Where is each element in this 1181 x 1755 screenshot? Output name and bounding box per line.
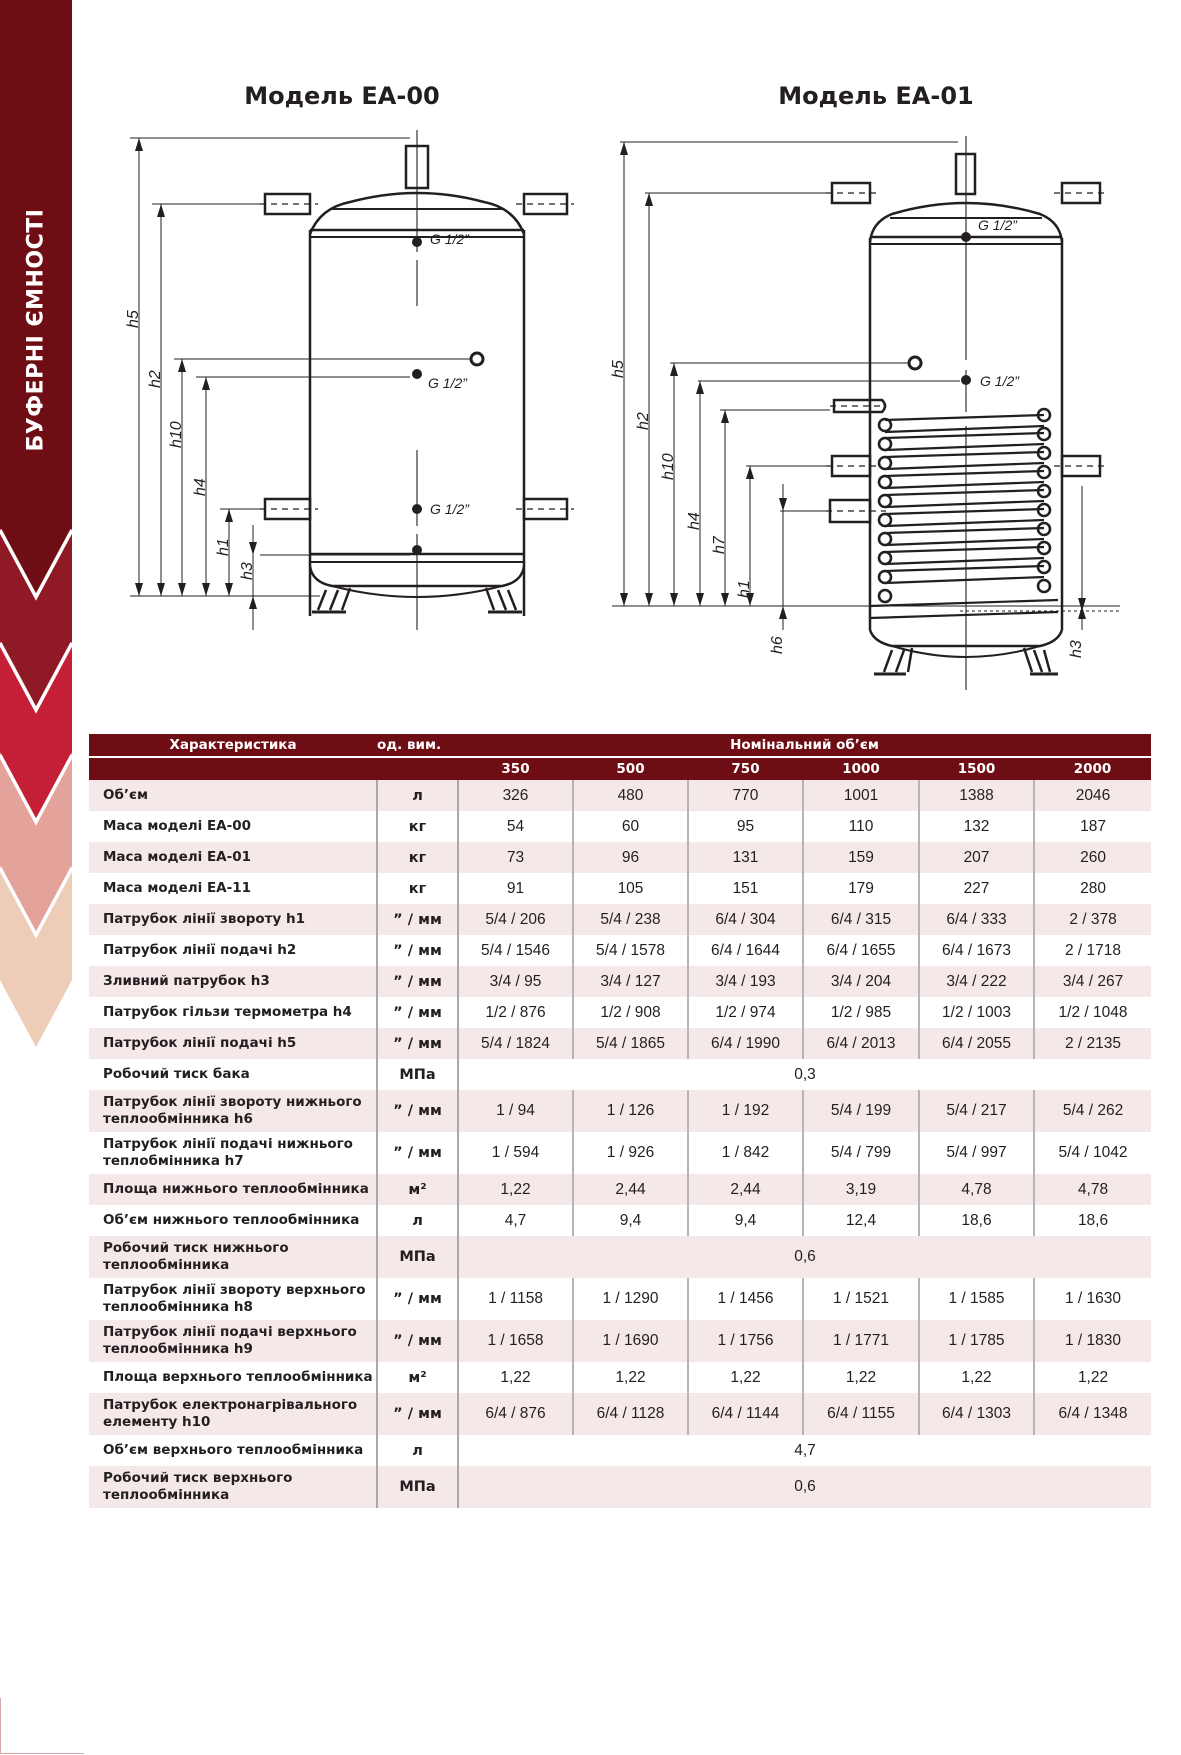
row-value: 3/4 / 193 xyxy=(688,966,803,997)
heater-port xyxy=(471,353,483,365)
drain-fitting-dot xyxy=(412,545,422,555)
row-value: 1 / 1658 xyxy=(458,1320,573,1362)
fitting-dot xyxy=(412,369,422,379)
row-value: 280 xyxy=(1034,873,1151,904)
row-value: 2 / 378 xyxy=(1034,904,1151,935)
row-value: 3/4 / 127 xyxy=(573,966,688,997)
row-value: 6/4 / 2055 xyxy=(919,1028,1034,1059)
row-unit: л xyxy=(377,780,458,811)
row-value: 6/4 / 1128 xyxy=(573,1393,688,1435)
row-unit: кг xyxy=(377,873,458,904)
row-value: 54 xyxy=(458,811,573,842)
fitting-label: G 1/2” xyxy=(980,373,1019,389)
row-value-all-volumes: 4,7 xyxy=(458,1435,1151,1466)
row-value: 12,4 xyxy=(803,1205,919,1236)
row-value: 3/4 / 222 xyxy=(919,966,1034,997)
table-row xyxy=(89,1362,1151,1393)
row-value: 1,22 xyxy=(573,1362,688,1393)
row-value: 6/4 / 1144 xyxy=(688,1393,803,1435)
dimension-label-h6: h6 xyxy=(769,636,786,654)
row-value: 1 / 126 xyxy=(573,1090,688,1132)
specifications-table xyxy=(89,734,1151,1508)
dimension-label-h4: h4 xyxy=(686,512,703,530)
row-value-all-volumes: 0,6 xyxy=(458,1236,1151,1278)
row-value: 770 xyxy=(688,780,803,811)
row-characteristic: Зливний патрубок h3 xyxy=(89,966,377,997)
row-value: 6/4 / 876 xyxy=(458,1393,573,1435)
row-characteristic: Об’єм нижнього теплообмінника xyxy=(89,1205,377,1236)
section-chevron-band xyxy=(0,0,72,1060)
row-value: 179 xyxy=(803,873,919,904)
row-value: 5/4 / 1546 xyxy=(458,935,573,966)
table-row xyxy=(89,811,1151,842)
row-value: 1 / 1521 xyxy=(803,1278,919,1320)
row-characteristic: Патрубок лінії звороту нижнього теплообмінника h6 xyxy=(89,1090,377,1132)
header-volume: 2000 xyxy=(1034,757,1151,780)
table-row xyxy=(89,1205,1151,1236)
row-value: 1 / 842 xyxy=(688,1132,803,1174)
header-volume: 1000 xyxy=(803,757,919,780)
dimension-label-h2: h2 xyxy=(635,412,652,430)
row-value: 6/4 / 315 xyxy=(803,904,919,935)
row-characteristic: Маса моделі ЕА-01 xyxy=(89,842,377,873)
table-row xyxy=(89,1466,1151,1508)
row-characteristic: Патрубок лінії звороту h1 xyxy=(89,904,377,935)
table-row xyxy=(89,1059,1151,1090)
row-value: 6/4 / 1655 xyxy=(803,935,919,966)
table-row xyxy=(89,1174,1151,1205)
row-value: 131 xyxy=(688,842,803,873)
row-value: 1 / 94 xyxy=(458,1090,573,1132)
row-value: 2,44 xyxy=(688,1174,803,1205)
table-row xyxy=(89,1278,1151,1320)
dimension-label-h1: h1 xyxy=(736,580,753,598)
dimension-label-h7: h7 xyxy=(711,536,728,554)
dimension-label-h5: h5 xyxy=(125,310,142,328)
row-value: 6/4 / 1155 xyxy=(803,1393,919,1435)
fitting-dot xyxy=(412,504,422,514)
row-value: 3/4 / 204 xyxy=(803,966,919,997)
row-unit: ” / мм xyxy=(377,997,458,1028)
row-value: 5/4 / 199 xyxy=(803,1090,919,1132)
row-value: 1,22 xyxy=(919,1362,1034,1393)
row-value: 326 xyxy=(458,780,573,811)
row-value: 1/2 / 1048 xyxy=(1034,997,1151,1028)
row-value: 1 / 192 xyxy=(688,1090,803,1132)
model-ea00-diagram xyxy=(120,130,600,690)
row-value: 1,22 xyxy=(458,1362,573,1393)
row-value: 18,6 xyxy=(1034,1205,1151,1236)
row-characteristic: Робочий тиск верхнього теплообмінника xyxy=(89,1466,377,1508)
row-unit: ” / мм xyxy=(377,1278,458,1320)
row-value: 5/4 / 997 xyxy=(919,1132,1034,1174)
row-value: 6/4 / 1303 xyxy=(919,1393,1034,1435)
row-value: 187 xyxy=(1034,811,1151,842)
table-row xyxy=(89,1393,1151,1435)
row-value: 3/4 / 95 xyxy=(458,966,573,997)
row-characteristic: Об’єм xyxy=(89,780,377,811)
row-unit: ” / мм xyxy=(377,935,458,966)
row-characteristic: Патрубок лінії подачі верхнього теплообмінника h9 xyxy=(89,1320,377,1362)
table-row xyxy=(89,966,1151,997)
row-value: 1,22 xyxy=(1034,1362,1151,1393)
header-volume: 500 xyxy=(573,757,688,780)
fitting-label: G 1/2” xyxy=(428,375,467,391)
row-value: 1/2 / 876 xyxy=(458,997,573,1028)
row-value: 105 xyxy=(573,873,688,904)
row-value: 1/2 / 974 xyxy=(688,997,803,1028)
row-value: 4,78 xyxy=(919,1174,1034,1205)
row-value: 6/4 / 1673 xyxy=(919,935,1034,966)
table-volume-header-row xyxy=(89,757,1151,780)
row-value: 73 xyxy=(458,842,573,873)
row-value: 1,22 xyxy=(803,1362,919,1393)
row-characteristic: Площа нижнього теплообмінника xyxy=(89,1174,377,1205)
table-header-row xyxy=(89,734,1151,757)
row-value: 95 xyxy=(688,811,803,842)
table-row xyxy=(89,1236,1151,1278)
header-volume: 1500 xyxy=(919,757,1034,780)
row-value: 6/4 / 1348 xyxy=(1034,1393,1151,1435)
row-value: 1 / 1785 xyxy=(919,1320,1034,1362)
row-value: 6/4 / 333 xyxy=(919,904,1034,935)
row-value: 1 / 1630 xyxy=(1034,1278,1151,1320)
table-row xyxy=(89,842,1151,873)
row-value: 207 xyxy=(919,842,1034,873)
row-value: 159 xyxy=(803,842,919,873)
row-value: 60 xyxy=(573,811,688,842)
table-row xyxy=(89,873,1151,904)
dimension-label-h3: h3 xyxy=(239,562,256,580)
row-value: 4,7 xyxy=(458,1205,573,1236)
row-characteristic: Площа верхнього теплообмінника xyxy=(89,1362,377,1393)
fitting-label: G 1/2” xyxy=(978,217,1017,233)
row-value: 4,78 xyxy=(1034,1174,1151,1205)
header-characteristic: Характеристика xyxy=(89,734,377,757)
row-value: 3,19 xyxy=(803,1174,919,1205)
row-value: 1,22 xyxy=(688,1362,803,1393)
row-value: 5/4 / 238 xyxy=(573,904,688,935)
row-value-all-volumes: 0,6 xyxy=(458,1466,1151,1508)
row-value: 1 / 1158 xyxy=(458,1278,573,1320)
row-value: 1 / 1585 xyxy=(919,1278,1034,1320)
dimension-label-h5: h5 xyxy=(610,360,627,378)
row-value: 1388 xyxy=(919,780,1034,811)
row-value: 1 / 1756 xyxy=(688,1320,803,1362)
row-value: 5/4 / 262 xyxy=(1034,1090,1151,1132)
row-value: 480 xyxy=(573,780,688,811)
table-row xyxy=(89,1028,1151,1059)
dimension-label-h10: h10 xyxy=(660,453,677,480)
row-characteristic: Патрубок лінії подачі нижнього теплобмінника h7 xyxy=(89,1132,377,1174)
row-unit: МПа xyxy=(377,1059,458,1090)
row-value: 6/4 / 1990 xyxy=(688,1028,803,1059)
dimension-label-h1: h1 xyxy=(215,538,232,556)
row-unit: ” / мм xyxy=(377,966,458,997)
row-unit: л xyxy=(377,1205,458,1236)
row-value: 1001 xyxy=(803,780,919,811)
row-unit: л xyxy=(377,1435,458,1466)
row-unit: ” / мм xyxy=(377,1320,458,1362)
model-ea00-title: Модель ЕА-00 xyxy=(244,82,440,110)
row-value: 6/4 / 1644 xyxy=(688,935,803,966)
fitting-dot xyxy=(961,232,971,242)
row-value: 1,22 xyxy=(458,1174,573,1205)
row-value: 132 xyxy=(919,811,1034,842)
table-row xyxy=(89,1320,1151,1362)
row-value: 9,4 xyxy=(688,1205,803,1236)
section-title: БУФЕРНІ ЄМНОСТІ xyxy=(23,208,49,452)
row-characteristic: Маса моделі ЕА-00 xyxy=(89,811,377,842)
row-value: 227 xyxy=(919,873,1034,904)
row-value: 6/4 / 2013 xyxy=(803,1028,919,1059)
row-characteristic: Маса моделі ЕА-11 xyxy=(89,873,377,904)
row-unit: МПа xyxy=(377,1466,458,1508)
row-value: 1 / 1290 xyxy=(573,1278,688,1320)
row-value: 6/4 / 304 xyxy=(688,904,803,935)
table-row xyxy=(89,997,1151,1028)
heater-port xyxy=(909,357,921,369)
row-characteristic: Патрубок лінії подачі h5 xyxy=(89,1028,377,1059)
row-characteristic: Патрубок гільзи термометра h4 xyxy=(89,997,377,1028)
dimension-label-h4: h4 xyxy=(192,478,209,496)
row-value: 151 xyxy=(688,873,803,904)
table-row xyxy=(89,1435,1151,1466)
row-value: 1 / 1456 xyxy=(688,1278,803,1320)
fitting-label: G 1/2” xyxy=(430,501,469,517)
row-value: 5/4 / 217 xyxy=(919,1090,1034,1132)
heat-exchanger-coil xyxy=(870,415,1058,618)
row-value: 5/4 / 206 xyxy=(458,904,573,935)
table-body xyxy=(89,780,1151,1508)
row-unit: ” / мм xyxy=(377,904,458,935)
dimension-label-h2: h2 xyxy=(147,370,164,388)
row-characteristic: Об’єм верхнього теплообмінника xyxy=(89,1435,377,1466)
row-value: 2046 xyxy=(1034,780,1151,811)
row-value: 1/2 / 908 xyxy=(573,997,688,1028)
row-value: 1/2 / 985 xyxy=(803,997,919,1028)
row-value: 2 / 2135 xyxy=(1034,1028,1151,1059)
row-value: 5/4 / 1578 xyxy=(573,935,688,966)
header-volume: 750 xyxy=(688,757,803,780)
fitting-dot xyxy=(412,237,422,247)
row-characteristic: Робочий тиск нижнього теплообмінника xyxy=(89,1236,377,1278)
row-unit: кг xyxy=(377,842,458,873)
row-value: 1 / 594 xyxy=(458,1132,573,1174)
page-corner-mark xyxy=(0,1698,84,1754)
model-ea01-diagram xyxy=(610,130,1130,700)
table-row xyxy=(89,935,1151,966)
table-row xyxy=(89,780,1151,811)
fitting-dot xyxy=(961,375,971,385)
row-unit: МПа xyxy=(377,1236,458,1278)
row-value: 2,44 xyxy=(573,1174,688,1205)
row-value: 9,4 xyxy=(573,1205,688,1236)
row-value: 1/2 / 1003 xyxy=(919,997,1034,1028)
row-value: 2 / 1718 xyxy=(1034,935,1151,966)
row-value: 18,6 xyxy=(919,1205,1034,1236)
row-value: 5/4 / 1865 xyxy=(573,1028,688,1059)
row-unit: ” / мм xyxy=(377,1132,458,1174)
row-value: 1 / 1830 xyxy=(1034,1320,1151,1362)
row-value: 3/4 / 267 xyxy=(1034,966,1151,997)
row-value: 1 / 1771 xyxy=(803,1320,919,1362)
row-unit: кг xyxy=(377,811,458,842)
dimension-label-h10: h10 xyxy=(168,421,185,448)
header-volume: 350 xyxy=(458,757,573,780)
row-unit: м² xyxy=(377,1362,458,1393)
table-row xyxy=(89,1132,1151,1174)
row-unit: ” / мм xyxy=(377,1393,458,1435)
row-characteristic: Патрубок лінії звороту верхнього теплообмінника h8 xyxy=(89,1278,377,1320)
row-characteristic: Робочий тиск бака xyxy=(89,1059,377,1090)
row-value: 1 / 1690 xyxy=(573,1320,688,1362)
header-unit: од. вим. xyxy=(377,734,458,757)
row-characteristic: Патрубок електронагрівального елементу h10 xyxy=(89,1393,377,1435)
row-value: 96 xyxy=(573,842,688,873)
row-value: 5/4 / 1824 xyxy=(458,1028,573,1059)
row-unit: ” / мм xyxy=(377,1028,458,1059)
row-value: 260 xyxy=(1034,842,1151,873)
row-value: 5/4 / 1042 xyxy=(1034,1132,1151,1174)
table-row xyxy=(89,1090,1151,1132)
row-value: 110 xyxy=(803,811,919,842)
dimension-label-h3: h3 xyxy=(1068,640,1085,658)
fitting-label: G 1/2” xyxy=(430,231,469,247)
row-value: 1 / 926 xyxy=(573,1132,688,1174)
row-value-all-volumes: 0,3 xyxy=(458,1059,1151,1090)
row-value: 91 xyxy=(458,873,573,904)
header-nominal-volume: Номінальний об’єм xyxy=(458,734,1151,757)
row-value: 5/4 / 799 xyxy=(803,1132,919,1174)
model-ea01-title: Модель ЕА-01 xyxy=(778,82,974,110)
row-unit: ” / мм xyxy=(377,1090,458,1132)
row-characteristic: Патрубок лінії подачі h2 xyxy=(89,935,377,966)
row-unit: м² xyxy=(377,1174,458,1205)
table-row xyxy=(89,904,1151,935)
